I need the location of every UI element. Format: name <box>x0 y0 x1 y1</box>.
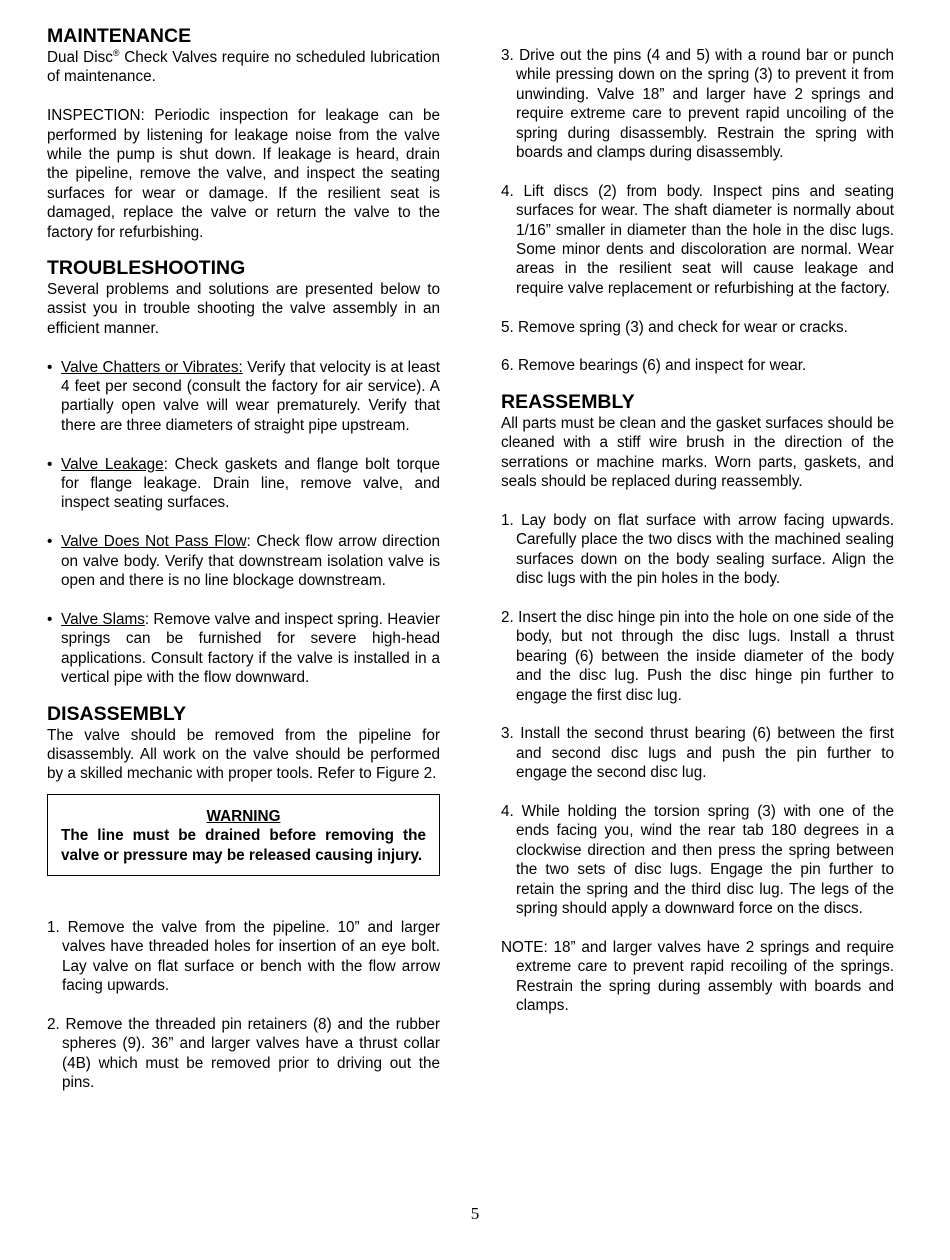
troubleshooting-item-title: Valve Leakage <box>61 455 164 473</box>
disassembly-step: 3. Drive out the pins (4 and 5) with a round bar or punch while pressing down on the spring (3) to prevent it from unwinding. Valve 18” and larger have 2 springs and require extreme care to prevent rapid uncoiling of the spring during disassembly. Restrain the spring with boards and clamps during disassembly. <box>501 47 894 162</box>
inspection-paragraph: INSPECTION: Periodic inspection for leakage can be performed by listening for leakage noise from the valve while the pump is shut down. If leakage is heard, drain the pipeline, remove the valve, and inspect the seating surfaces for wear or damage. If the resilient seat is damaged, replace the valve or return the valve to the factory for refurbishing. <box>47 107 440 241</box>
reassembly-note: NOTE: 18” and larger valves have 2 springs and require extreme care to prevent rapid recoiling of the springs. Restrain the spring during assembly with boards and clamps. <box>501 938 894 1014</box>
disassembly-step: 2. Remove the threaded pin retainers (8) and the rubber spheres (9). 36” and larger valves have a thrust collar (4B) which must be removed prior to driving out the pins. <box>47 1015 440 1092</box>
troubleshooting-item-text: : Remove valve and inspect spring. Heavier springs can be furnished for severe high-head applications. Consult factory if the valve is installed in a vertical pipe with the flow downward. <box>61 610 440 687</box>
bullet-icon: • <box>47 455 53 473</box>
troubleshooting-item-title: Valve Does Not Pass Flow <box>61 533 247 551</box>
maintenance-intro <box>47 48 440 87</box>
disassembly-heading: DISASSEMBLY <box>47 702 187 725</box>
bullet-icon: • <box>47 533 53 551</box>
warning-title: WARNING <box>206 807 281 825</box>
troubleshooting-heading: TROUBLESHOOTING <box>47 257 246 280</box>
bullet-icon: • <box>47 358 53 376</box>
troubleshooting-item-text: : Check gaskets and flange bolt torque for flange leakage. Drain line, remove valve, and inspect seating surfaces. <box>61 455 440 512</box>
maintenance-intro-before: Dual Disc <box>47 49 113 66</box>
troubleshooting-item <box>47 455 440 513</box>
troubleshooting-item <box>47 532 440 590</box>
disassembly-step: 4. Lift discs (2) from body. Inspect pins and seating surfaces for wear. The shaft diameter is normally about 1/16” smaller in diameter than the hole in the disc lugs. Some minor dents and discoloration are normal. Wear areas in the resilient seat will cause leakage and require valve replacement or refurbishing at the factory. <box>501 182 894 297</box>
reassembly-heading: REASSEMBLY <box>501 390 635 413</box>
troubleshooting-item-text: : Check flow arrow direction on valve body. Verify that downstream isolation valve is open and there is no line blockage downstream. <box>61 533 440 590</box>
disassembly-step: 6. Remove bearings (6) and inspect for wear. <box>501 357 807 375</box>
troubleshooting-item-text: Verify that velocity is at least 4 feet per second (consult the factory for air service). A partially open valve will wear prematurely. Verify that there are three diameters of straight pipe upstream. <box>61 358 440 434</box>
troubleshooting-item-title: Valve Slams <box>61 610 145 628</box>
maintenance-heading: MAINTENANCE <box>47 25 192 47</box>
left-column <box>47 24 440 1093</box>
disassembly-intro: The valve should be removed from the pipeline for disassembly. All work on the valve should be performed by a skilled mechanic with proper tools. Refer to Figure 2. <box>47 726 440 783</box>
disassembly-step: 1. Remove the valve from the pipeline. 10” and larger valves have threaded holes for insertion of an eye bolt. Lay valve on flat surface or bench with the flow arrow facing upwards. <box>47 918 440 995</box>
reassembly-step: 4. While holding the torsion spring (3) with one of the ends facing you, wind the rear tab 180 degrees in a clockwise direction and then press the spring between the two sets of disc lugs. Engage the pin further to retain the spring and the third disc lug. The legs of the spring should apply a downward force on the discs. <box>501 802 894 917</box>
reassembly-step: 2. Insert the disc hinge pin into the hole on one side of the body, but not through the disc lugs. Install a thrust bearing (6) between the inside diameter of the body and the disc lug. Push the disc hinge pin further to engage the first disc lug. <box>501 608 894 704</box>
troubleshooting-intro: Several problems and solutions are presented below to assist you in trouble shooting the valve assembly in an efficient manner. <box>47 281 440 337</box>
page-number: 5 <box>470 1204 480 1223</box>
registered-mark: ® <box>112 47 120 58</box>
reassembly-step: 3. Install the second thrust bearing (6) between the first and second disc lugs and push the pin further to engage the second disc lug. <box>501 725 894 782</box>
troubleshooting-item <box>47 610 440 688</box>
warning-box <box>47 794 440 876</box>
warning-text: The line must be drained before removing the valve or pressure may be released causing injury. <box>61 827 426 864</box>
troubleshooting-item <box>47 358 440 436</box>
reassembly-intro: All parts must be clean and the gasket surfaces should be cleaned with a stiff wire brush in the direction of the serrations or machine marks. Worn parts, gaskets, and seals should be replaced during reassembly. <box>501 414 894 491</box>
maintenance-intro-after: Check Valves require no scheduled lubrication of maintenance. <box>47 49 440 86</box>
disassembly-step: 5. Remove spring (3) and check for wear or cracks. <box>501 318 848 336</box>
right-column <box>501 46 894 1015</box>
bullet-icon: • <box>47 610 53 628</box>
troubleshooting-item-title: Valve Chatters or Vibrates: <box>61 358 243 376</box>
reassembly-step: 1. Lay body on flat surface with arrow facing upwards. Carefully place the two discs with the machined sealing surfaces down on the body sealing surface. Align the disc lugs with the pin holes in the body. <box>501 511 894 588</box>
